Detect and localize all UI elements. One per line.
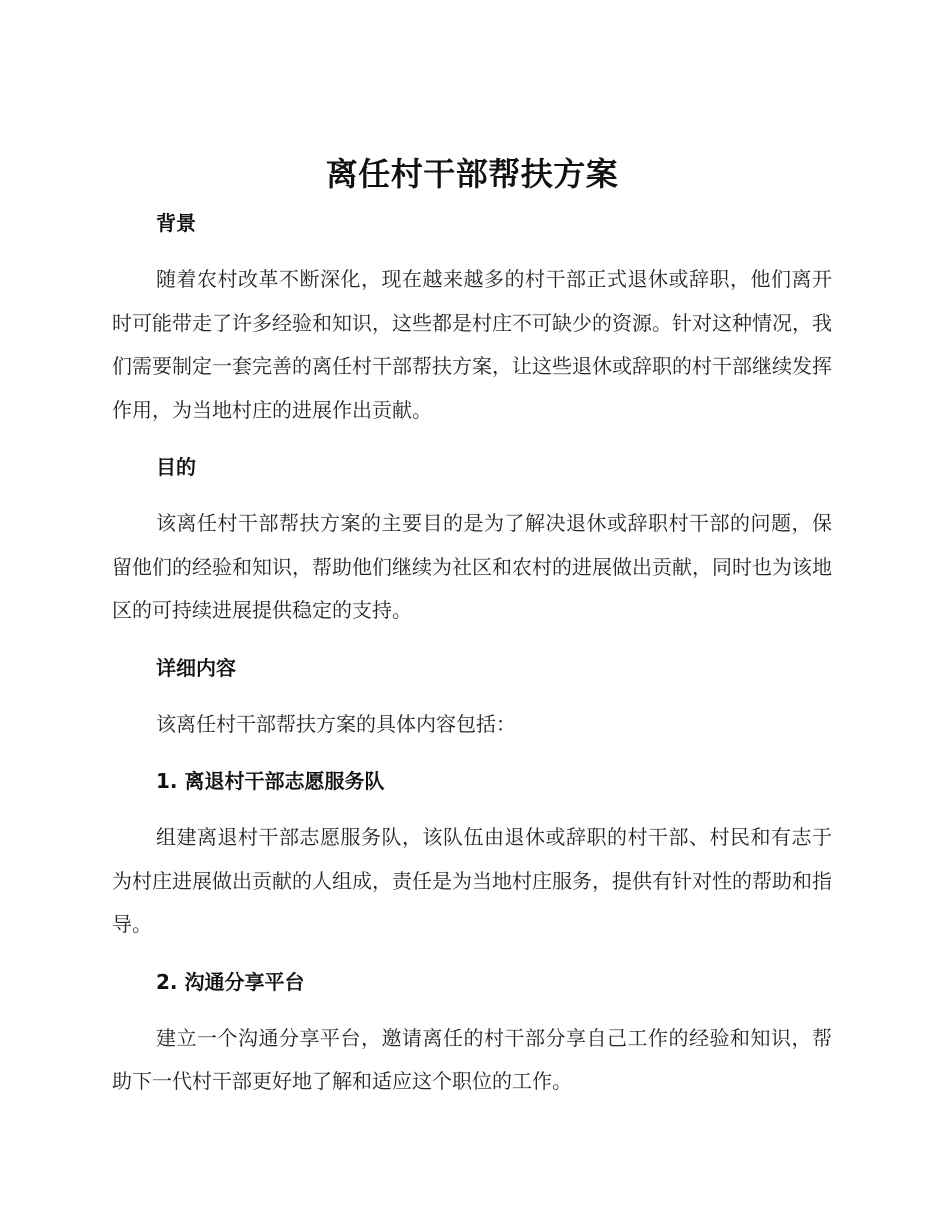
paragraph-details-intro: 该离任村干部帮扶方案的具体内容包括： xyxy=(156,711,516,736)
section-heading-details: 详细内容 xyxy=(156,655,236,680)
subheading-volunteer-team: 1. 离退村干部志愿服务队 xyxy=(156,769,385,793)
section-heading-background: 背景 xyxy=(156,211,196,235)
paragraph-background: 随着农村改革不断深化，现在越来越多的村干部正式退休或辞职，他们离开时可能带走了许多经验和知识，这些都是村庄不可缺少的资源。针对这种情况，我们需要制定一套完善的离任村干部帮扶方案，让这些退休或辞职的村干部继续发挥作用，为当地村庄的进展作出贡献。 xyxy=(112,267,832,422)
paragraph-sharing-platform: 建立一个沟通分享平台，邀请离任的村干部分享自己工作的经验和知识，帮助下一代村干部更好地了解和适应这个职位的工作。 xyxy=(112,1025,832,1093)
section-heading-purpose: 目的 xyxy=(156,455,196,479)
subheading-sharing-platform: 2. 沟通分享平台 xyxy=(156,969,305,994)
document-page xyxy=(112,150,832,1124)
document-title: 离任村干部帮扶方案 xyxy=(325,155,619,193)
paragraph-volunteer-team: 组建离退村干部志愿服务队，该队伍由退休或辞职的村干部、村民和有志于为村庄进展做出贡献的人组成，责任是为当地村庄服务，提供有针对性的帮助和指导。 xyxy=(112,825,832,936)
paragraph-purpose: 该离任村干部帮扶方案的主要目的是为了解决退休或辞职村干部的问题，保留他们的经验和知识，帮助他们继续为社区和农村的进展做出贡献，同时也为该地区的可持续进展提供稳定的支持。 xyxy=(112,511,832,622)
